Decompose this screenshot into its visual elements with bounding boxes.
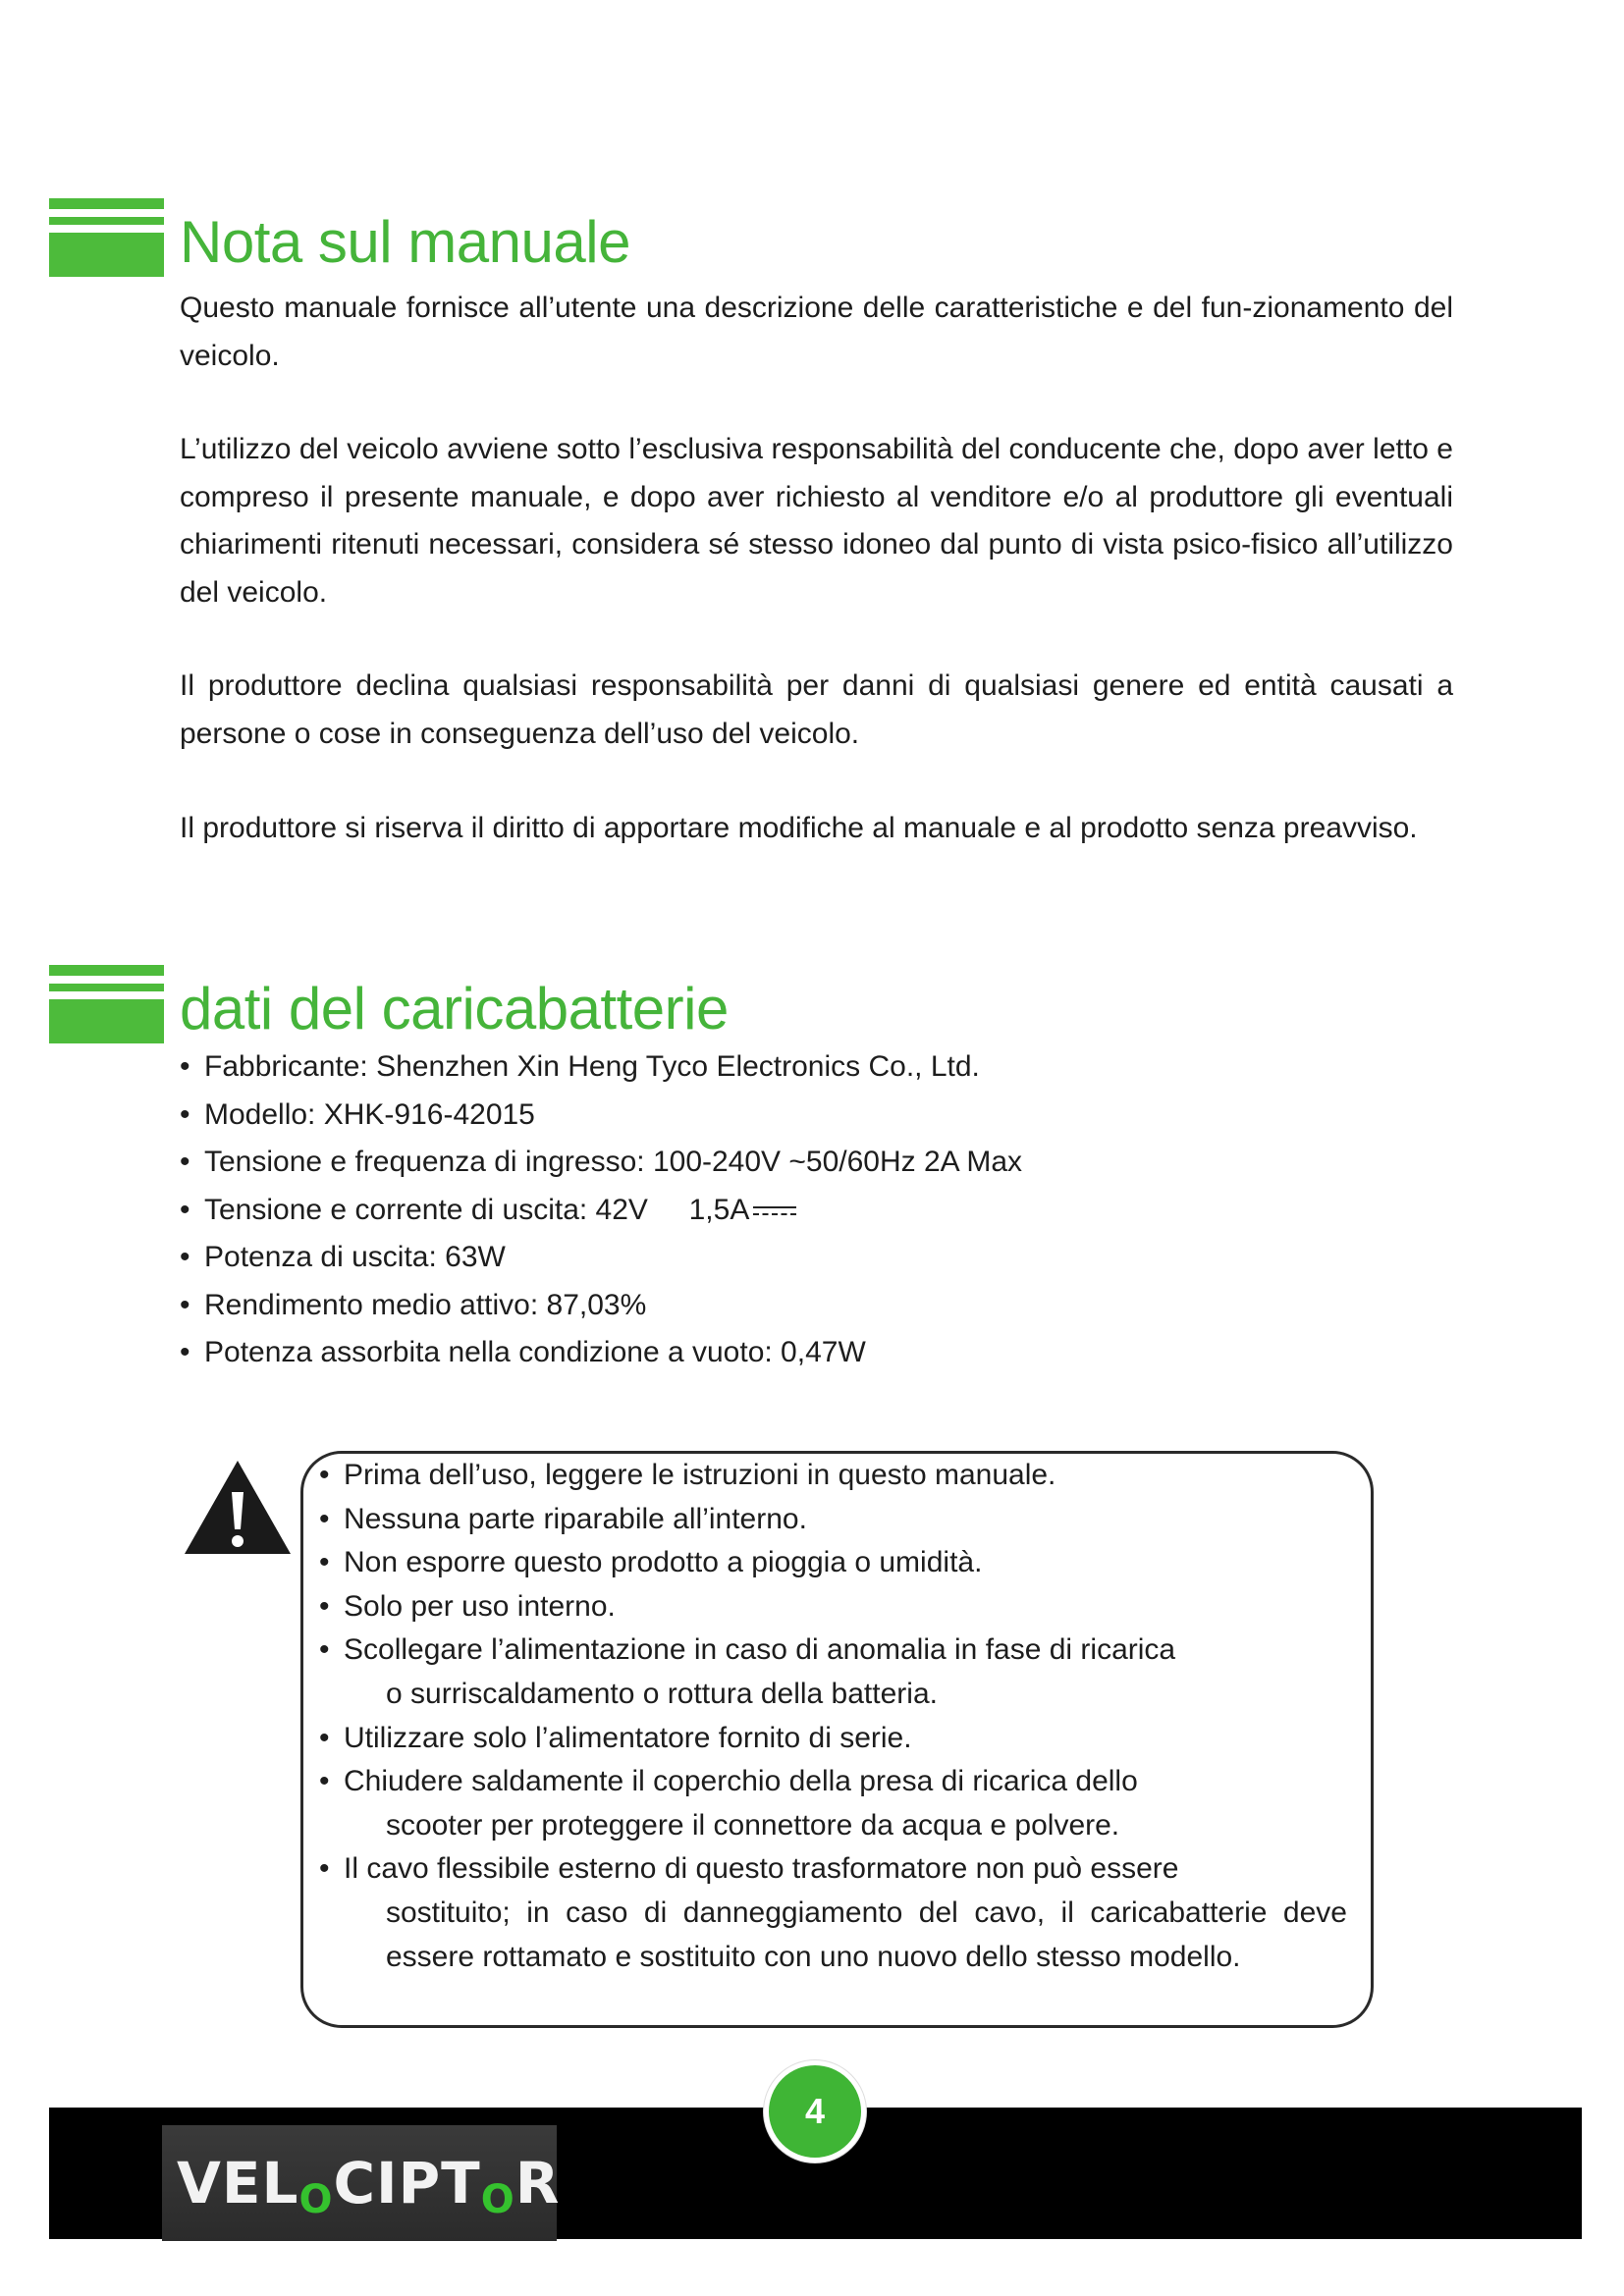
spec-item: • Potenza assorbita nella condizione a vuoto: 0,47W bbox=[180, 1329, 1022, 1377]
spec-item-output bbox=[180, 1187, 1022, 1235]
warning-item bbox=[319, 1760, 1347, 1847]
section-title-caricabatterie: dati del caricabatterie bbox=[180, 976, 729, 1041]
warning-item-cont: o surriscaldamento o rottura della batteria. bbox=[386, 1677, 938, 1710]
paragraph-4: Il produttore si riserva il diritto di apportare modifiche al manuale e al prodotto senza preavviso. bbox=[180, 812, 1418, 844]
dc-current-icon bbox=[753, 1204, 796, 1218]
logo-o-green: O bbox=[480, 2177, 515, 2222]
page-number: 4 bbox=[764, 2060, 866, 2163]
paragraph-2: L’utilizzo del veicolo avviene sotto l’esclusiva responsabilità del conducente che, dopo aver letto e compreso il presente manuale, e dopo aver richiesto al venditore e/o al produttore gli eventuali chiarimenti ritenuti necessari, considera sé stesso idoneo dal punto di vista psico-fisico all’utilizzo del veicolo. bbox=[180, 433, 1453, 609]
warning-item-cont: scooter per proteggere il connettore da acqua e polvere. bbox=[386, 1808, 1120, 1842]
warning-item: • Non esporre questo prodotto a pioggia o umidità. bbox=[319, 1541, 1368, 1585]
spec-output-text: Tensione e corrente di uscita: 42V 1,5A bbox=[204, 1193, 750, 1226]
paragraph-1: Questo manuale fornisce all’utente una descrizione delle caratteristiche e del fun-zionamento del veicolo. bbox=[180, 292, 1453, 372]
warning-item: • Prima dell’uso, leggere le istruzioni in questo manuale. bbox=[319, 1454, 1368, 1498]
warning-item bbox=[319, 1629, 1347, 1716]
spec-item: • Modello: XHK-916-42015 bbox=[180, 1092, 1022, 1140]
logo-segment: CIPT bbox=[333, 2150, 481, 2216]
warning-item-cont: sostituito; in caso di danneggiamento del cavo, il caricabatterie deve essere rottamato e sostituito con uno nuovo dello stesso modello. bbox=[386, 1896, 1347, 1973]
spec-item: • Rendimento medio attivo: 87,03% bbox=[180, 1282, 1022, 1330]
warning-item: • Solo per uso interno. bbox=[319, 1585, 1368, 1629]
warning-item: • Nessuna parte riparabile all’interno. bbox=[319, 1498, 1368, 1542]
spec-item: • Fabbricante: Shenzhen Xin Heng Tyco Electronics Co., Ltd. bbox=[180, 1043, 1022, 1092]
section-title-nota: Nota sul manuale bbox=[180, 209, 630, 275]
warning-list bbox=[319, 1454, 1368, 1979]
warning-item-text: Scollegare l’alimentazione in caso di anomalia in fase di ricarica bbox=[344, 1633, 1176, 1667]
velociptor-logo bbox=[177, 2150, 561, 2222]
warning-item: • Utilizzare solo l’alimentatore fornito di serie. bbox=[319, 1717, 1368, 1761]
logo-o-green: O bbox=[298, 2177, 334, 2222]
paragraph-3: Il produttore declina qualsiasi responsabilità per danni di qualsiasi genere ed entità causati a persone o cose in conseguenza dell’uso del veicolo. bbox=[180, 669, 1453, 750]
logo-segment: VEL bbox=[177, 2150, 299, 2216]
warning-item-text: Il cavo flessibile esterno di questo trasformatore non può essere bbox=[344, 1852, 1179, 1886]
warning-triangle-icon bbox=[183, 1459, 293, 1557]
warning-item-text: Chiudere saldamente il coperchio della presa di ricarica dello bbox=[344, 1765, 1138, 1798]
warning-item bbox=[319, 1847, 1347, 1979]
spec-item: • Potenza di uscita: 63W bbox=[180, 1234, 1022, 1282]
charger-specs-list bbox=[180, 1043, 1022, 1377]
section-marker-icon bbox=[49, 965, 164, 1043]
logo-segment: R bbox=[514, 2150, 561, 2216]
section-marker-icon bbox=[49, 198, 164, 277]
spec-item: • Tensione e frequenza di ingresso: 100-240V ~50/60Hz 2A Max bbox=[180, 1139, 1022, 1187]
